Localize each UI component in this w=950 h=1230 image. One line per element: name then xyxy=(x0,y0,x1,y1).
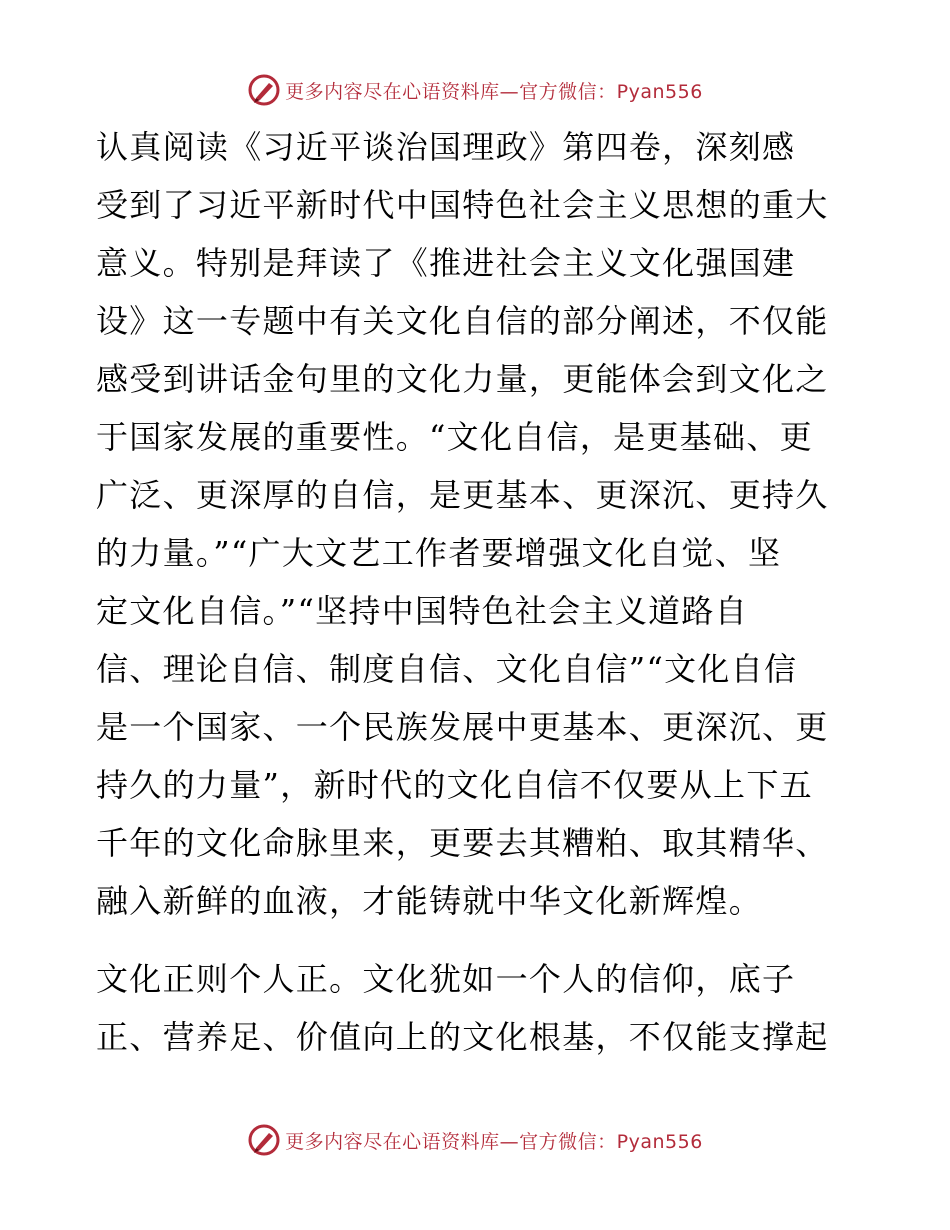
pen-logo-icon xyxy=(247,1123,281,1157)
text-line: 意义。特别是拜读了《推进社会主义文化强国建 xyxy=(96,244,796,282)
paragraph-1 xyxy=(96,118,856,930)
text-line: 感受到讲话金句里的文化力量，更能体会到文化之 xyxy=(96,360,829,398)
text-line: 的力量。”“广大文艺工作者要增强文化自觉、坚 xyxy=(96,534,782,572)
text-line: 信、理论自信、制度自信、文化自信”“文化自信 xyxy=(96,650,798,688)
header-watermark xyxy=(0,70,950,110)
document-body xyxy=(96,118,856,1066)
text-line: 千年的文化命脉里来，更要去其糟粕、取其精华、 xyxy=(96,824,829,862)
watermark-text: 更多内容尽在心语资料库—官方微信：Pyan556 xyxy=(285,1130,703,1153)
text-line: 设》这一专题中有关文化自信的部分阐述，不仅能 xyxy=(96,302,829,340)
pen-logo-icon xyxy=(247,73,281,107)
paragraph-2 xyxy=(96,950,856,1066)
footer-watermark xyxy=(0,1120,950,1160)
text-line: 文化正则个人正。文化犹如一个人的信仰，底子 xyxy=(96,960,796,998)
text-line: 认真阅读《习近平谈治国理政》第四卷，深刻感 xyxy=(96,128,796,166)
text-line: 是一个国家、一个民族发展中更基本、更深沉、更 xyxy=(96,708,829,746)
text-line: 定文化自信。”“坚持中国特色社会主义道路自 xyxy=(96,592,749,630)
text-line: 正、营养足、价值向上的文化根基，不仅能支撑起 xyxy=(96,1018,829,1056)
text-line: 持久的力量”，新时代的文化自信不仅要从上下五 xyxy=(96,766,813,804)
text-line: 受到了习近平新时代中国特色社会主义思想的重大 xyxy=(96,186,829,224)
text-line: 广泛、更深厚的自信，是更基本、更深沉、更持久 xyxy=(96,476,829,514)
text-line: 融入新鲜的血液，才能铸就中华文化新辉煌。 xyxy=(96,882,763,920)
text-line: 于国家发展的重要性。“文化自信，是更基础、更 xyxy=(96,418,813,456)
watermark-text: 更多内容尽在心语资料库—官方微信：Pyan556 xyxy=(285,80,703,103)
